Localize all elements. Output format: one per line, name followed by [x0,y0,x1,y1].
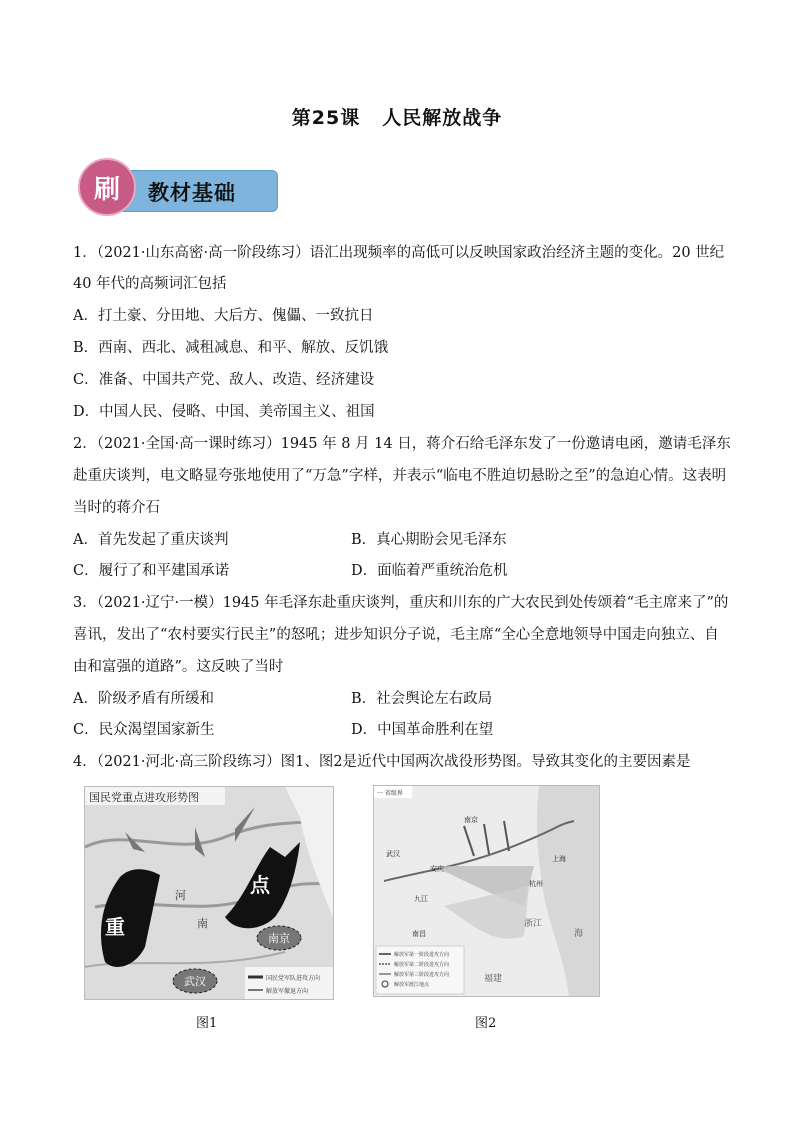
fig2-label-anqing: 安庆 [430,865,444,873]
q2-option-a: A．首先发起了重庆谈判 [73,532,229,548]
q2-line3: 当时的蒋介石 [73,500,160,516]
q2-option-c: C．履行了和平建国承诺 [73,563,230,579]
q3-option-c: C．民众渴望国家新生 [73,722,215,738]
q2-line2: 赴重庆谈判，电文略显夸张地使用了“万急”字样，并表示“临电不胜迫切悬盼之至”的急迫心情。这表明 [73,468,727,484]
figure-2-caption: 图2 [475,1016,497,1031]
figure-1-map [84,786,334,1000]
fig1-city-nanjing: 南京 [268,932,290,945]
q3-option-d: D．中国革命胜利在望 [351,722,494,738]
q4-line1: 4．（2021·河北·高三阶段练习）图1、图2是近代中国两次战役形势图。导致其变化的主要因素是 [73,754,691,770]
fig2-label-nanchang: 南昌 [412,930,426,938]
lesson-number: 第25课 [291,107,361,129]
fig2-legend-3: 解放军第三阶段进攻方向 [394,972,450,978]
fig2-label-hangzhou: 杭州 [529,880,543,888]
fig1-legend-2: 解放军撤退方向 [266,988,309,995]
q1-option-a: A．打土豪、分田地、大后方、傀儡、一致抗日 [73,308,374,324]
lesson-title: 人民解放战争 [382,107,503,129]
fig1-label-nan: 南 [197,917,208,930]
section-badge [78,158,278,218]
fig2-legend-4: 解放军渡江地点 [394,982,430,988]
q1-option-c: C．准备、中国共产党、敌人、改造、经济建设 [73,372,375,388]
q3-line1: 3．（2021·辽宁·一模）1945 年毛泽东赴重庆谈判，重庆和川东的广大农民到处传颂着“毛主席来了”的 [73,595,729,611]
fig2-label-shanghai: 上海 [552,855,566,863]
fig2-label-jiujiang: 九江 [414,895,428,903]
q3-option-a: A．阶级矛盾有所缓和 [73,691,214,707]
fig2-label-wuhan: 武汉 [386,850,400,858]
figure-1-caption: 图1 [196,1016,218,1031]
q1-line2: 40 年代的高频词汇包括 [73,276,227,292]
q1-line1: 1．（2021·山东高密·高一阶段练习）语汇出现频率的高低可以反映国家政治经济主题的变化。20 世纪 [73,245,725,261]
q3-option-b: B．社会舆论左右政局 [351,691,493,707]
q3-line2: 喜讯，发出了“农村要实行民主”的怒吼；进步知识分子说，毛主席“全心全意地领导中国走向独立、自 [73,627,719,643]
fig2-label-hai: 海 [574,929,584,939]
fig1-label-zhong: 重 [105,915,125,939]
q2-option-d: D．面临着严重统治危机 [351,563,508,579]
fig2-label-zhejiang: 浙江 [524,919,543,929]
fig1-map-title: 国民党重点进攻形势图 [89,791,199,804]
fig2-label-nanjing: 南京 [464,816,478,824]
fig1-city-wuhan: 武汉 [184,975,206,988]
badge-circle: 刷 [78,158,136,216]
fig2-label-fujian: 福建 [484,974,503,984]
fig1-label-he: 河 [175,889,186,902]
fig1-legend-1: 国民党军队进攻方向 [266,975,321,982]
page-title [0,103,794,130]
q2-line1: 2．（2021·全国·高一课时练习）1945 年 8 月 14 日，蒋介石给毛泽东发了一份邀请电函，邀请毛泽东 [73,436,731,452]
fig2-legend-top: 一 省级界 [377,790,403,797]
fig2-legend-2: 解放军第二阶段进攻方向 [394,962,450,968]
q2-option-b: B．真心期盼会见毛泽东 [351,532,507,548]
figure-2-map [373,785,600,997]
q3-line3: 由和富强的道路”。这反映了当时 [73,659,284,675]
fig1-label-dian: 点 [250,873,270,897]
q1-option-b: B．西南、西北、减租减息、和平、解放、反饥饿 [73,340,389,356]
q1-option-d: D．中国人民、侵略、中国、美帝国主义、祖国 [73,404,375,420]
badge-label: 教材基础 [148,181,236,205]
fig2-legend-1: 解放军第一阶段进攻方向 [394,952,450,958]
